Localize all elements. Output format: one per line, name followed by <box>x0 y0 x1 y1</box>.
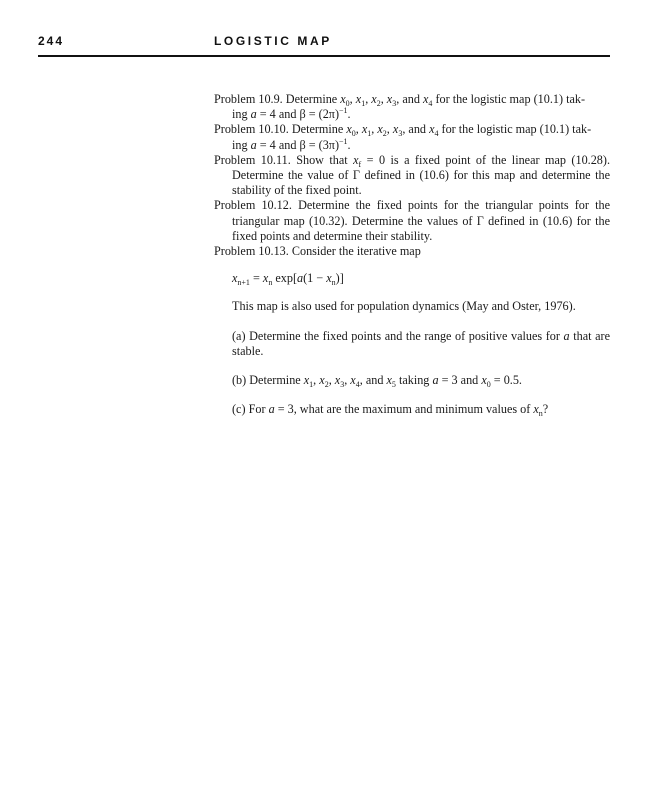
problem-10-11: Problem 10.11. Show that $x_f = 0$ is a fixed point of the linear map (10.28). Determine the value of Γ defined in (10.6) for this map and determine the stability of the fixed point. <box>214 152 610 198</box>
population-dynamics-note: This map is also used for population dynamics (May and Oster, 1976). <box>232 299 576 314</box>
running-head: LOGISTIC MAP <box>214 34 332 48</box>
part-c: (c) For a = 3, what are the maximum and minimum values of $x_n$? <box>232 402 549 419</box>
part-b: (b) Determine $x_1$, $x_2$, $x_3$, $x_4$, and $x_5$ taking a = 3 and $x_0 = 0.5$. <box>232 373 522 390</box>
problem-list <box>214 92 610 417</box>
part-a: (a) Determine the fixed points and the range of positive values for a that are stable. <box>232 328 610 358</box>
page-number: 244 <box>38 34 65 48</box>
problem-10-10: Problem 10.10. Determine $x_0$, $x_1$, $x_2$, $x_3$, and $x_4$ for the logistic map (10.1) tak- ing a = 4 and $\beta = (3\pi)^{-1}$. <box>214 122 592 152</box>
problem-10-13: Problem 10.13. Consider the iterative map <box>214 244 421 259</box>
header-rule <box>38 55 610 57</box>
problem-10-12: Problem 10.12. Determine the fixed points for the triangular points for the triangular map (10.32). Determine the values of Γ defined in (10.6) for the fixed points and determine their stability. <box>214 198 610 243</box>
problem-10-9: Problem 10.9. Determine $x_0$, $x_1$, $x_2$, $x_3$, and $x_4$ for the logistic map (10.1) tak- ing a = 4 and $\beta = (2\pi)^{-1}$. <box>214 92 586 122</box>
page-header <box>0 0 648 60</box>
iterative-map-equation: $x_{n+1} = x_n$ $\exp[a(1 - x_n)]$ <box>232 271 344 288</box>
